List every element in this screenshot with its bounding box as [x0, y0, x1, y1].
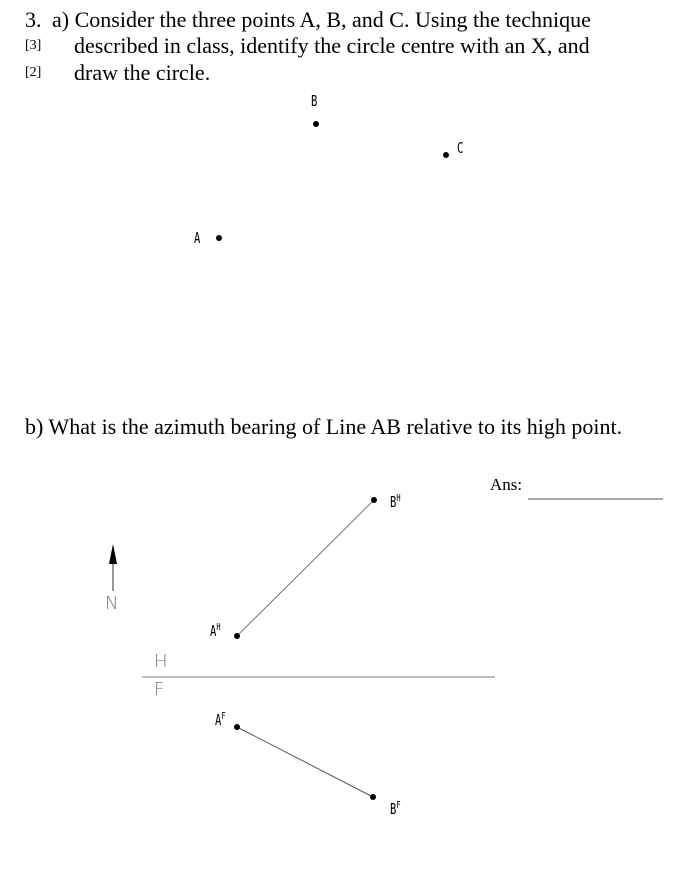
ah-sup: H: [216, 622, 221, 633]
point-a-label: A: [194, 229, 201, 247]
af-sup: F: [221, 711, 226, 722]
point-ah: [234, 633, 240, 639]
bh-base: B: [390, 493, 397, 511]
line-ab-front: [237, 727, 373, 797]
bf-base: B: [390, 800, 397, 818]
north-arrow-head: [109, 544, 117, 564]
point-bf-label: [390, 800, 401, 818]
point-af-label: [215, 711, 226, 729]
part-a-line-1: a) Consider the three points A, B, and C. Using the technique: [52, 7, 591, 32]
bh-sup: H: [396, 493, 401, 504]
af-base: A: [215, 711, 222, 729]
ah-base: A: [210, 622, 217, 640]
fold-label-h: H: [154, 651, 168, 672]
north-label: N: [105, 593, 119, 614]
line-ab-horizontal: [237, 500, 374, 636]
point-bh-label: [390, 493, 401, 511]
answer-label: Ans:: [490, 475, 523, 494]
point-bf: [370, 794, 376, 800]
part-a-line-2: described in class, identify the circle centre with an X, and: [74, 33, 590, 58]
point-bh: [371, 497, 377, 503]
marks-3: [3]: [25, 38, 42, 53]
point-c-label: C: [457, 139, 464, 157]
fold-label-f: F: [154, 679, 165, 700]
part-b-text: b) What is the azimuth bearing of Line AB relative to its high point.: [25, 414, 623, 439]
point-af: [234, 724, 240, 730]
point-ah-label: [210, 622, 221, 640]
bf-sup: F: [396, 800, 401, 811]
point-b-label: B: [311, 92, 318, 110]
question-number: 3.: [25, 7, 42, 32]
marks-2: [2]: [25, 65, 42, 80]
part-a-line-3: draw the circle.: [74, 60, 211, 85]
